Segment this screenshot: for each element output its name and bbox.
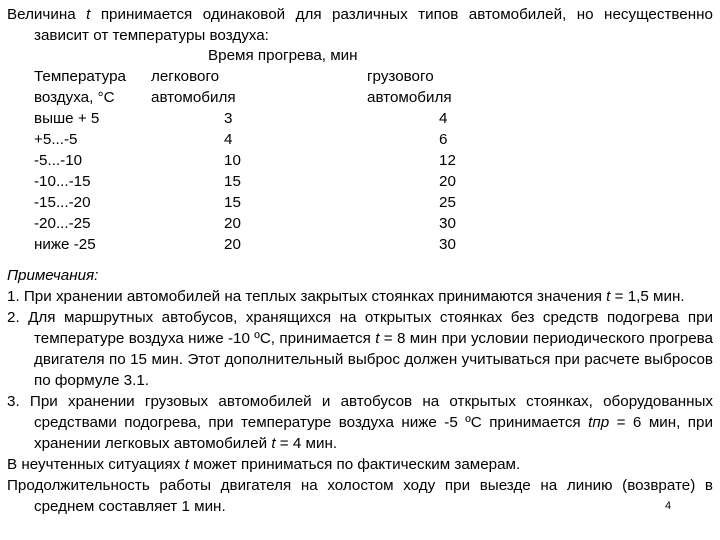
header-temperature-unit: воздуха, °С — [34, 89, 115, 106]
header-car-2: автомобиля — [151, 89, 236, 106]
row-truck: 6 — [439, 131, 448, 148]
table-header-row-2 — [34, 87, 559, 108]
note-1 — [7, 286, 713, 307]
note-3-variable: tпр — [588, 414, 610, 431]
page-number: 4 — [665, 500, 672, 512]
note-2-text-end: = 8 мин при условии периодического прогрева двигателя по 15 мин. Этот дополнительный выброс должен учитываться при расчете выбросов по формуле 3.1. — [34, 330, 713, 389]
intro-variable-t: t — [86, 6, 91, 23]
row-car: 10 — [224, 152, 241, 169]
header-car: легкового — [151, 68, 220, 85]
note-2-text: 2. Для маршрутных автобусов, хранящихся на открытых стоянках без средств подогрева при температуре воздуха ниже -10 ºС, принимается — [7, 309, 713, 347]
note-3-text-end: = 4 мин. — [279, 435, 338, 452]
header-temperature: Температура — [34, 68, 126, 85]
row-temp: выше + 5 — [34, 110, 100, 127]
other-variable: t — [184, 456, 189, 473]
row-temp: -15...-20 — [34, 194, 91, 211]
note-2-variable: t — [375, 330, 380, 347]
row-temp: +5...-5 — [34, 131, 78, 148]
idle-duration: Продолжительность работы двигателя на холостом ходу при выезде на линию (возврате) в среднем составляет 1 мин. — [7, 477, 713, 515]
note-3-text-mid: = 6 мин, при хранении легковых автомобилей — [34, 414, 713, 452]
row-car: 20 — [224, 215, 241, 232]
note-1-value: = 1,5 мин. — [614, 288, 685, 305]
row-car: 3 — [224, 110, 233, 127]
row-truck: 30 — [439, 236, 456, 253]
note-3-variable-2: t — [271, 435, 276, 452]
header-truck-2: автомобиля — [367, 89, 452, 106]
other-text: В неучтенных ситуациях — [7, 456, 181, 473]
note-2 — [7, 307, 713, 391]
table-row — [34, 108, 559, 129]
row-car: 20 — [224, 236, 241, 253]
table-header-row-1 — [34, 66, 559, 87]
row-temp: -10...-15 — [34, 173, 91, 190]
intro-text-end: принимается одинаковой для различных типов автомобилей, но несущественно зависит от температуры воздуха: — [34, 6, 713, 44]
intro-paragraph — [7, 4, 713, 46]
other-text-end: может приниматься по фактическим замерам. — [193, 456, 521, 473]
table-row — [34, 150, 559, 171]
table-row — [34, 234, 559, 255]
row-truck: 4 — [439, 110, 448, 127]
table-title-row — [34, 45, 559, 66]
row-truck: 12 — [439, 152, 456, 169]
row-temp: -5...-10 — [34, 152, 83, 169]
table-title: Время прогрева, мин — [208, 47, 358, 64]
other-situations — [7, 454, 713, 475]
note-1-variable: t — [606, 288, 611, 305]
notes-heading: Примечания: — [7, 267, 99, 284]
row-car: 4 — [224, 131, 233, 148]
row-truck: 30 — [439, 215, 456, 232]
table-row — [34, 171, 559, 192]
header-truck: грузового — [367, 68, 434, 85]
note-3-text: 3. При хранении грузовых автомобилей и автобусов на открытых стоянках, оборудованных средствами подогрева, при температуре воздуха ниже -5 ºС принимается — [7, 393, 713, 431]
warmup-time-table — [34, 45, 559, 255]
note-3 — [7, 391, 713, 454]
row-temp: ниже -25 — [34, 236, 96, 253]
row-truck: 20 — [439, 173, 456, 190]
intro-text-start: Величина — [7, 6, 76, 23]
notes-section — [7, 265, 713, 517]
row-car: 15 — [224, 173, 241, 190]
row-temp: -20...-25 — [34, 215, 91, 232]
row-truck: 25 — [439, 194, 456, 211]
table-row — [34, 213, 559, 234]
table-row — [34, 192, 559, 213]
table-row — [34, 129, 559, 150]
row-car: 15 — [224, 194, 241, 211]
note-1-text: 1. При хранении автомобилей на теплых закрытых стоянках принимаются значения — [7, 288, 602, 305]
